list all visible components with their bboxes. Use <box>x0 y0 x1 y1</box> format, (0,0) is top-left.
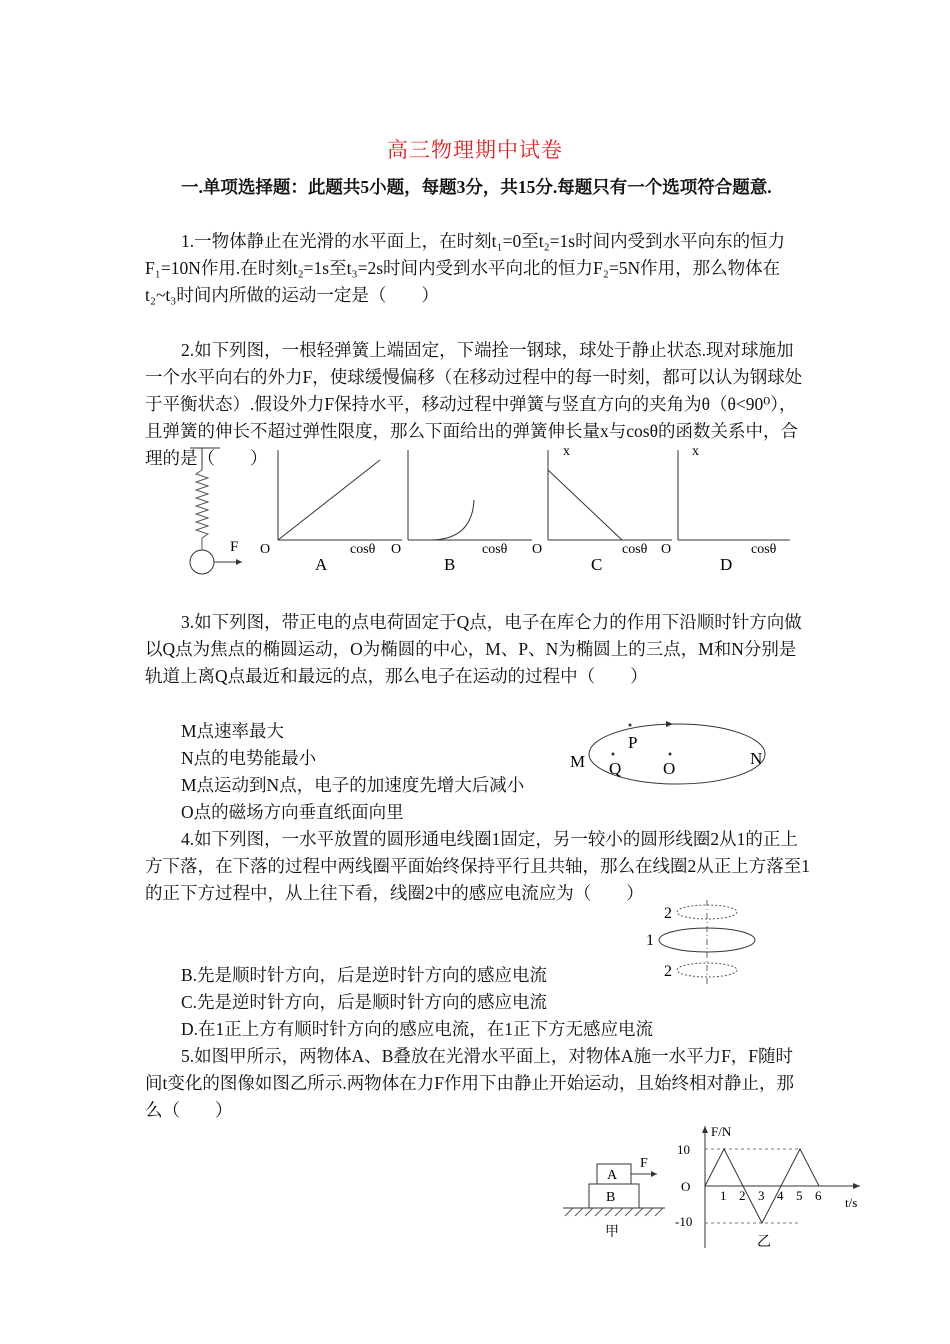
graph-b <box>391 450 532 574</box>
spring-diagram <box>190 448 242 574</box>
label-p: P <box>628 733 638 752</box>
graph-d <box>661 444 790 574</box>
page-title: 高三物理期中试卷 <box>387 138 563 162</box>
x-tick-label: 6 <box>815 1188 822 1203</box>
graph-d-xaxis: cosθ <box>751 542 777 557</box>
force-label: F <box>230 539 239 555</box>
graph-c-origin: O <box>532 542 543 557</box>
q3-ellipse-figure <box>565 712 780 787</box>
question-2: 2.如下列图，一根轻弹簧上端固定，下端拴一钢球，球处于静止状态.现对球施加一个水平向右的外力F，使球缓慢偏移（在移动过程中的每一时刻，都可以认为钢球处于平衡状态）.假设外力F保持水平，移动过程中弹簧与竖直方向的夹角为θ（θ<90⁰），且弹簧的伸长不超过弹性限度，那么下面给出的弹簧伸长量x与cosθ的函数关系中，合理的是（ ） <box>145 340 803 468</box>
graph-c-xaxis: cosθ <box>622 542 648 557</box>
graph-b-xaxis: cosθ <box>482 542 508 557</box>
x-tick-label: 1 <box>720 1188 727 1203</box>
graph-b-option: B <box>444 555 456 574</box>
coil-main-label: 1 <box>646 932 654 949</box>
force-f-label: F <box>640 1156 648 1171</box>
question-4: 4.如下列图，一水平放置的圆形通电线圈1固定，另一较小的圆形线圈2从1的正上方下落，在下落的过程中两线圈平面始终保持平行且共轴，那么在线圈2从正上方落至1的正下方过程中，从上往下看，线圈2中的感应电流应为（ ） <box>145 829 810 903</box>
label-m: M <box>570 752 586 771</box>
q5-ft-chart <box>665 1120 875 1252</box>
graph-a-xaxis: cosθ <box>350 542 376 557</box>
graph-d-yaxis: x <box>692 444 699 459</box>
question-3: 3.如下列图，带正电的点电荷固定于Q点，电子在库仑力的作用下沿顺时针方向做以Q点为焦点的椭圆运动，O为椭圆的中心，M、P、N为椭圆上的三点，M和N分别是轨道上离Q点最近和最远的点，那么电子在运动的过程中（ ） <box>145 612 802 686</box>
label-q: Q <box>609 759 622 778</box>
section-heading: 一.单项选择题：此题共5小题，每题3分，共15分.每题只有一个选项符合题意. <box>181 177 772 197</box>
q3-option-1: M点速率最大 <box>181 721 285 741</box>
label-n: N <box>750 749 763 768</box>
question-1: 1.一物体静止在光滑的水平面上，在时刻t₁=0至t₂=1s时间内受到水平向东的恒力F₁=10N作用.在时刻t₂=1s至t₃=2s时间内受到水平向北的恒力F₂=5N作用，那么物体在t₂~t₃时间内所做的运动一定是（ ） <box>145 231 786 305</box>
q5-figure-jia <box>555 1150 680 1250</box>
x-tick-label: 4 <box>777 1188 784 1203</box>
chart-xlabel: t/s <box>845 1195 858 1210</box>
block-b-label: B <box>606 1190 616 1205</box>
graph-a-option: A <box>315 555 328 574</box>
q3-option-3: M点运动到N点，电子的加速度先增大后减小 <box>181 775 525 795</box>
graph-c-option: C <box>591 555 603 574</box>
q4-option-b: B.先是顺时针方向，后是逆时针方向的感应电流 <box>181 965 548 985</box>
graph-c <box>532 444 672 574</box>
coil-bottom-label: 2 <box>664 963 672 980</box>
x-tick-label: 3 <box>758 1188 765 1203</box>
coil-top-label: 2 <box>664 905 672 922</box>
q2-figure <box>180 440 790 580</box>
question-5: 5.如图甲所示，两物体A、B叠放在光滑水平面上，对物体A施一水平力F，F随时间t变化的图像如图乙所示.两物体在力F作用下由静止开始运动，且始终相对静止，那么（ ） <box>145 1046 794 1120</box>
graph-c-yaxis: x <box>563 444 570 459</box>
q4-option-c: C.先是逆时针方向，后是顺时针方向的感应电流 <box>181 992 548 1012</box>
chart-ylabel: F/N <box>711 1124 732 1139</box>
label-o: O <box>663 759 676 778</box>
chart-origin: O <box>681 1179 691 1194</box>
graph-a <box>260 450 402 574</box>
x-tick-label: 2 <box>739 1188 746 1203</box>
graph-a-origin: O <box>260 542 271 557</box>
x-tick-label: 5 <box>796 1188 803 1203</box>
chart-ymin-label: -10 <box>675 1214 693 1229</box>
steel-ball <box>190 550 214 574</box>
q4-coils-figure <box>640 898 765 988</box>
graph-d-origin: O <box>661 542 672 557</box>
q4-option-d: D.在1正上方有顺时针方向的感应电流，在1正下方无感应电流 <box>181 1019 654 1039</box>
block-a-label: A <box>607 1168 618 1183</box>
graph-d-option: D <box>720 555 733 574</box>
q3-option-4: O点的磁场方向垂直纸面向里 <box>181 802 404 822</box>
chart-ymax-label: 10 <box>677 1142 690 1157</box>
caption-jia: 甲 <box>605 1225 619 1240</box>
caption-yi: 乙 <box>757 1235 771 1250</box>
graph-b-origin: O <box>391 542 402 557</box>
q3-option-2: N点的电势能最小 <box>181 748 317 768</box>
